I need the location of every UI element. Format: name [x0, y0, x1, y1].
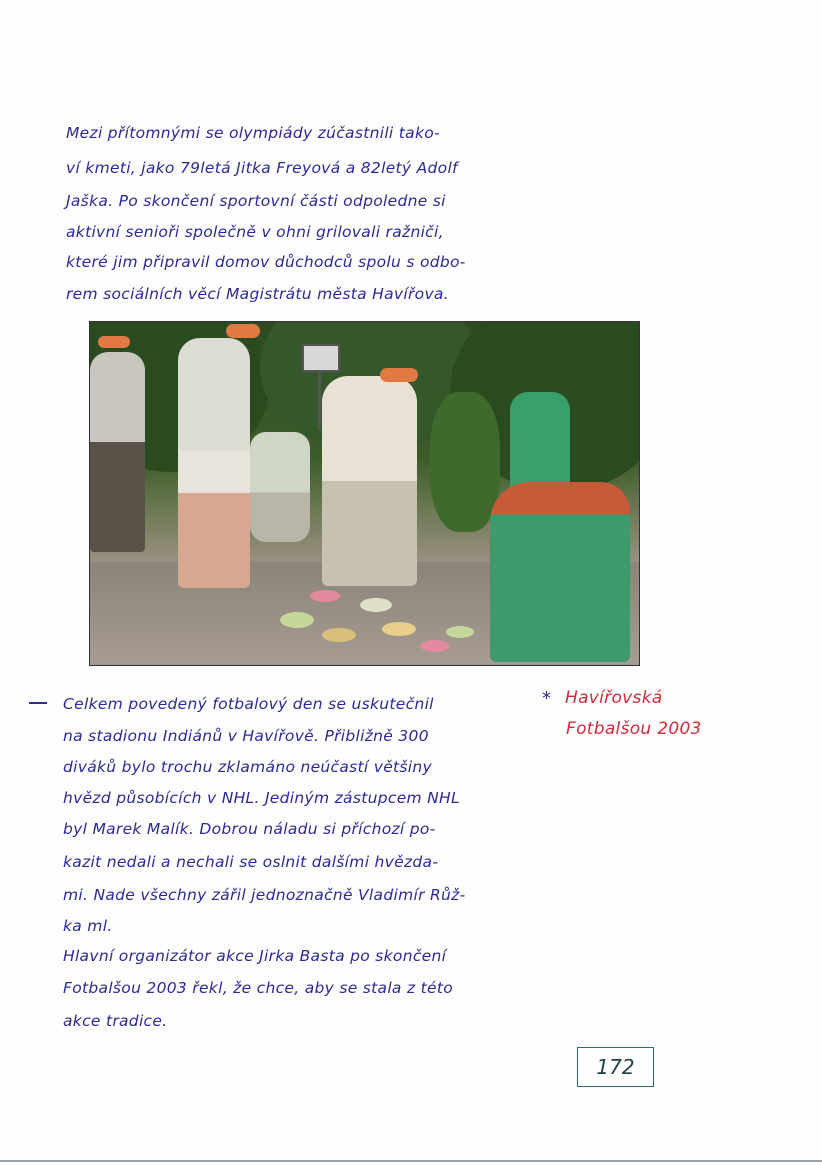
top-line-4: aktivní senioři společně v ohni grilovali ražniči,	[66, 223, 444, 241]
top-line-1: Mezi přítomnými se olympiády zúčastnili tako-	[66, 124, 440, 142]
bottom-line-11: akce tradice.	[63, 1012, 168, 1030]
photo-visor-left	[98, 336, 130, 348]
photo-target-6	[420, 640, 450, 652]
margin-note-line-1: Havířovská	[565, 688, 663, 708]
photo-person-left	[90, 352, 145, 552]
bottom-line-3: diváků bylo trochu zklamáno neúčastí většiny	[63, 758, 433, 776]
margin-note-line-2: Fotbalšou 2003	[566, 719, 702, 739]
event-photo	[89, 321, 640, 666]
bottom-line-9: Hlavní organizátor akce Jirka Basta po skončení	[63, 947, 447, 965]
page-bottom-edge	[0, 1160, 822, 1162]
bottom-line-8: ka ml.	[63, 917, 113, 935]
photo-person-bending	[322, 376, 417, 586]
photo-seated-person	[250, 432, 310, 542]
bottom-line-5: byl Marek Malík. Dobrou náladu si příchozí po-	[63, 820, 436, 838]
photo-visor-tall	[226, 324, 260, 338]
top-line-5: které jim připravil domov důchodců spolu s odbo-	[66, 253, 466, 271]
photo-shrub	[430, 392, 500, 532]
photo-person-tall	[178, 338, 250, 588]
margin-note-star: *	[542, 688, 552, 709]
photo-sign	[302, 344, 340, 372]
bottom-line-6: kazit nedali a nechali se oslnit dalšími hvězda-	[63, 853, 439, 871]
photo-target-5	[382, 622, 416, 636]
top-line-3: Jaška. Po skončení sportovní části odpoledne si	[66, 192, 446, 210]
photo-target-3	[360, 598, 392, 612]
top-line-6: rem sociálních věcí Magistrátu města Havířova.	[66, 285, 449, 303]
photo-sign-post	[318, 370, 321, 430]
photo-person-green-kneeling	[490, 482, 630, 662]
photo-target-2	[322, 628, 356, 642]
bottom-line-2: na stadionu Indiánů v Havířově. Přibližně 300	[63, 727, 429, 745]
photo-target-7	[446, 626, 474, 638]
bottom-line-10: Fotbalšou 2003 řekl, že chce, aby se stala z této	[63, 979, 453, 997]
bottom-line-4: hvězd působících v NHL. Jediným zástupcem NHL	[63, 789, 460, 807]
page-number-box	[577, 1047, 654, 1087]
photo-target-1	[280, 612, 314, 628]
bottom-line-1: Celkem povedený fotbalový den se uskutečnil	[63, 695, 434, 713]
bottom-line-7: mi. Nade všechny zářil jednoznačně Vladimír Růž-	[63, 886, 466, 904]
margin-dash	[29, 702, 47, 704]
page-number: 172	[596, 1055, 635, 1079]
photo-visor-bending	[380, 368, 418, 382]
photo-target-4	[310, 590, 340, 602]
top-line-2: ví kmeti, jako 79letá Jitka Freyová a 82letý Adolf	[66, 159, 458, 177]
